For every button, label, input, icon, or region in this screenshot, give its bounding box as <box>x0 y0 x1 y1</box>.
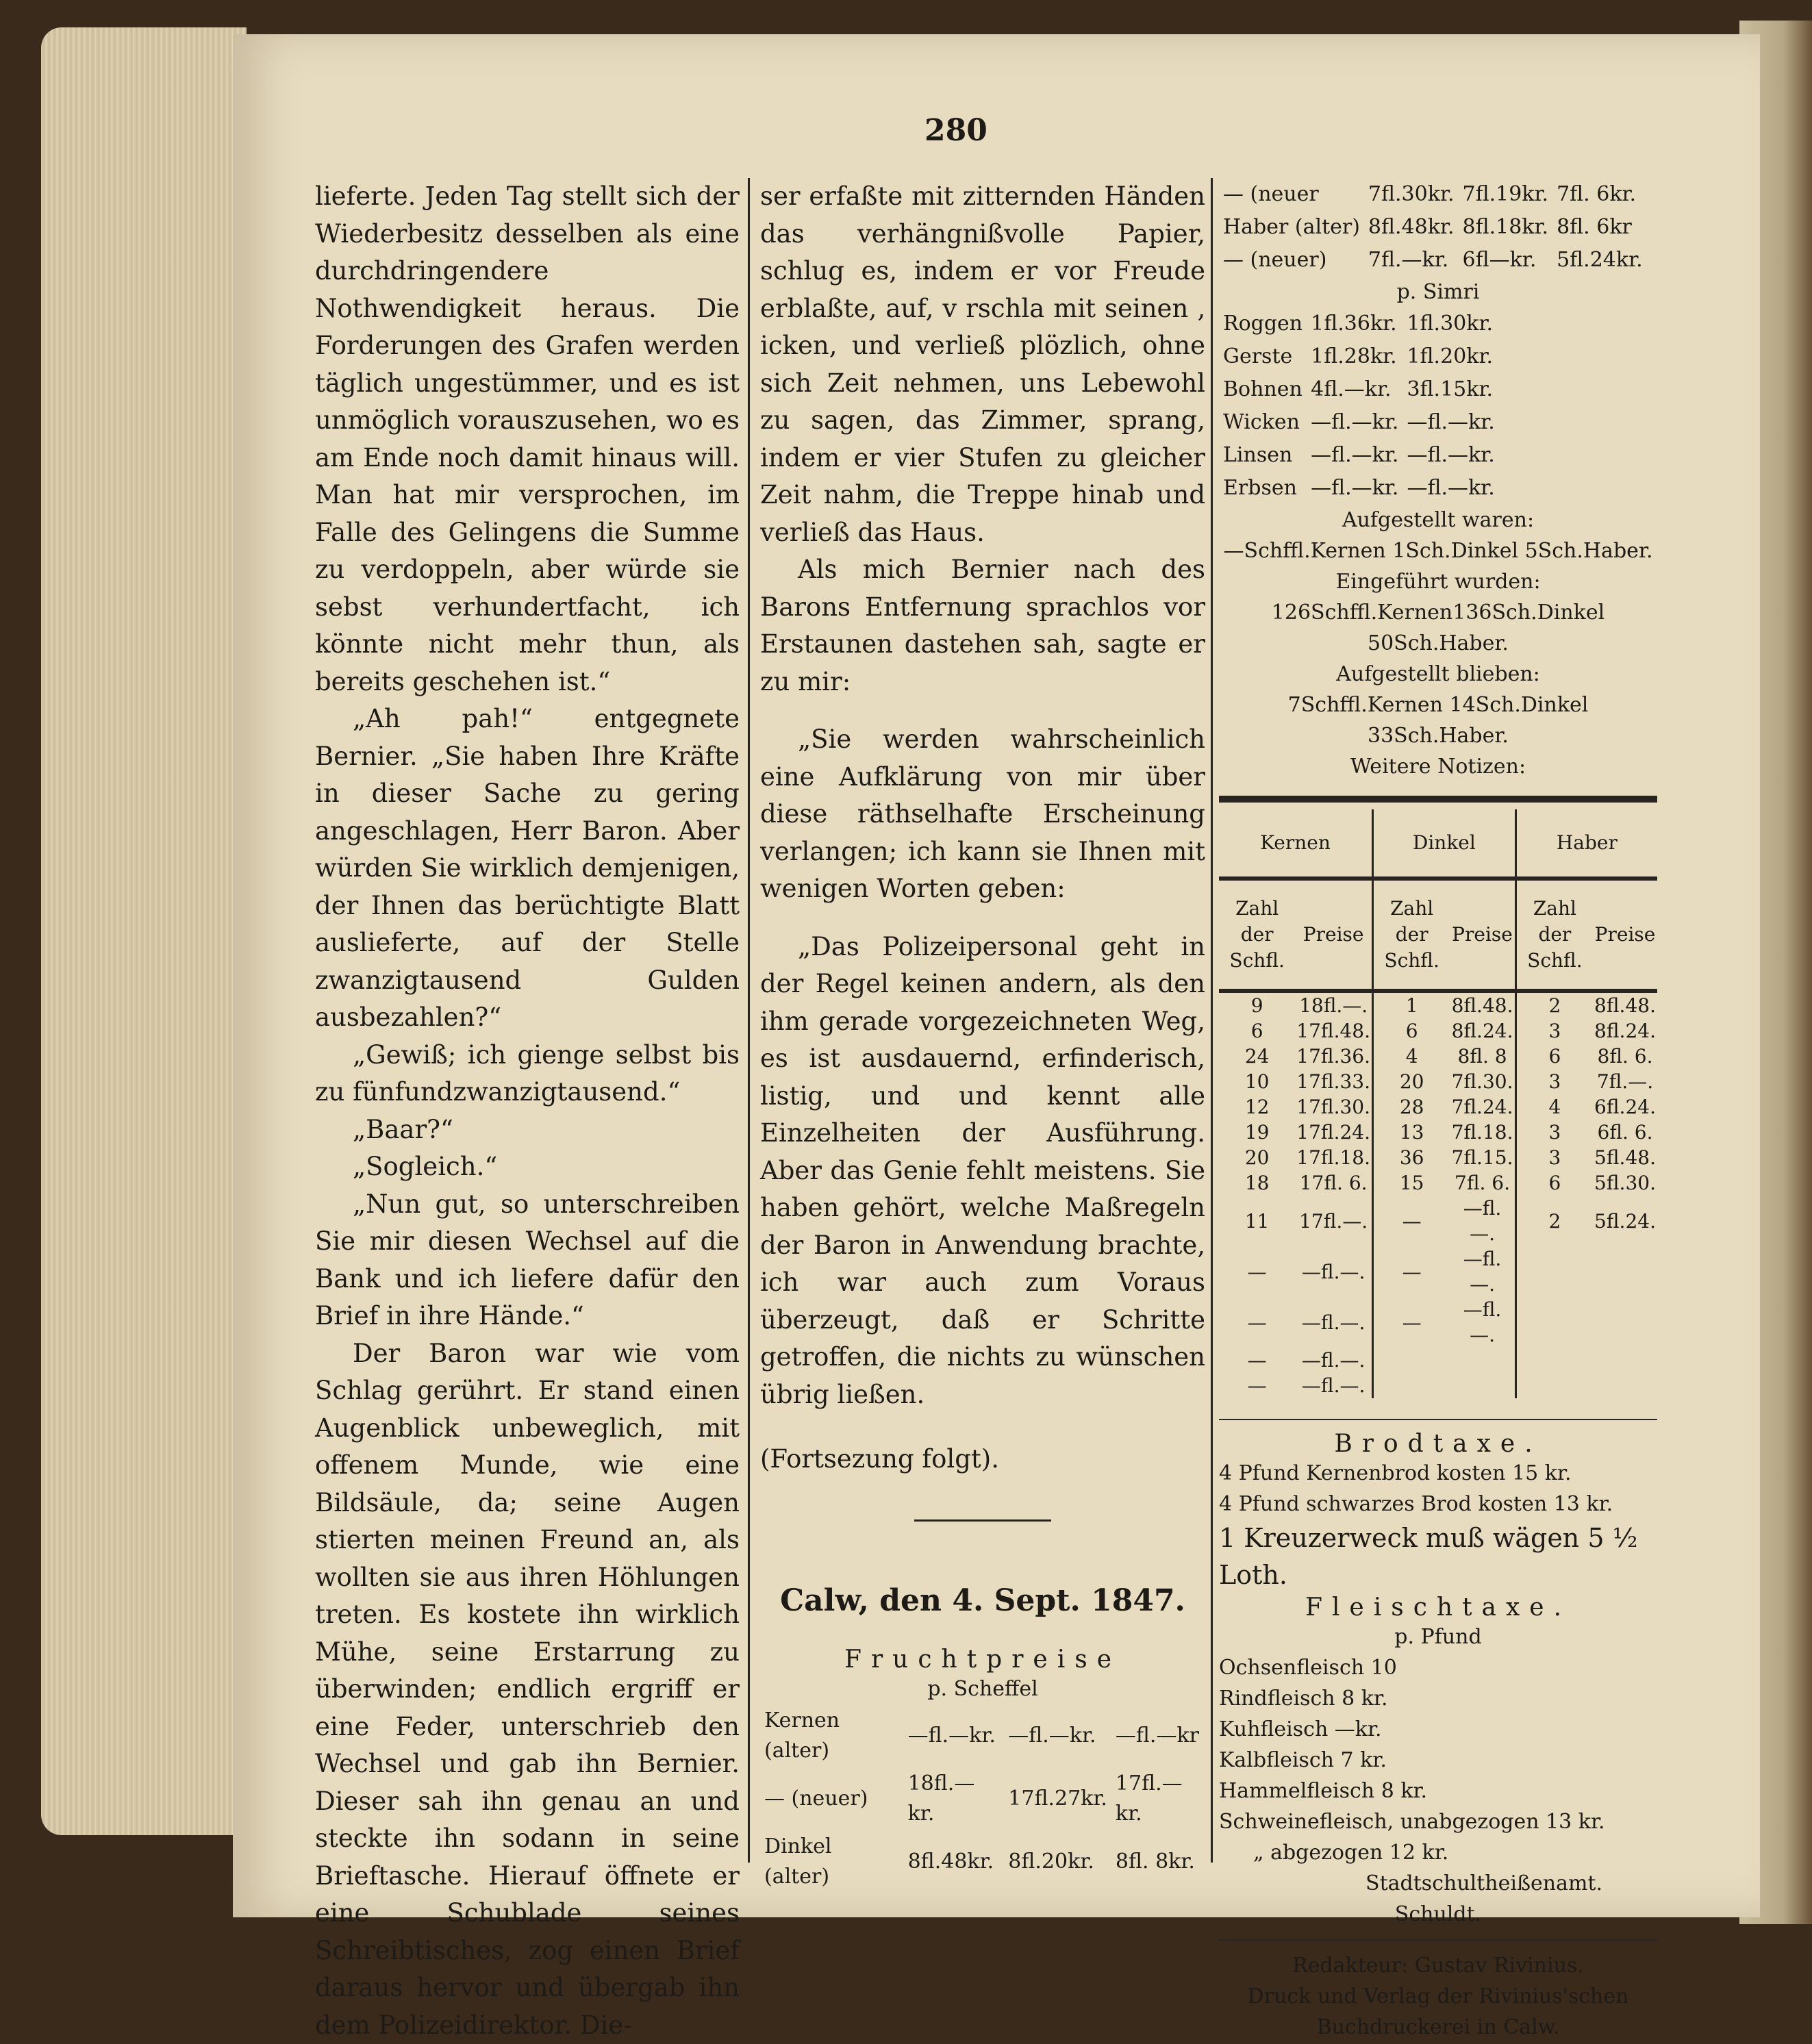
paragraph: „Das Polizeipersonal geht in der Regel keinen andern, als den ihm gerade vorgezeichneten Weg, es ist ausdauernd, erfinderisch, listig, und und kennt alle Einzelheiten der Ausführung. Aber das Genie fehlt meistens. Sie haben gehört, welche Maßregeln der Baron in Anwendung brachte, ich war auch zum Voraus überzeugt, daß er Schritte getroffen, die nichts zu wünschen übrig ließen. <box>760 929 1205 1414</box>
count-cell: 3 <box>1515 1145 1593 1170</box>
eingefuehrt-label: Eingeführt wurden: <box>1219 566 1657 597</box>
price-high: —fl.—kr. <box>1307 439 1402 472</box>
count-cell: 19 <box>1219 1120 1295 1145</box>
brodtaxe-line: 4 Pfund schwarzes Brod kosten 13 kr. <box>1219 1489 1657 1519</box>
price-mid: 8fl.20kr. <box>1004 1830 1111 1893</box>
price-cell: —fl.—. <box>1450 1246 1515 1297</box>
table-row <box>1219 244 1647 277</box>
count-cell: 2 <box>1515 991 1593 1018</box>
meat-price: Kalbfleisch 7 kr. <box>1219 1745 1657 1776</box>
grain-label: Erbsen <box>1219 472 1307 505</box>
price-cell <box>1593 1297 1657 1348</box>
price-cell: 17fl.30. <box>1295 1094 1372 1120</box>
price-high: 1fl.28kr. <box>1307 340 1402 373</box>
count-cell: 4 <box>1515 1094 1593 1120</box>
price-cell: 8fl.24. <box>1593 1018 1657 1044</box>
price-high: —fl.—kr. <box>1307 472 1402 505</box>
table-row <box>1219 1145 1657 1170</box>
price-cell: 17fl.33. <box>1295 1069 1372 1094</box>
table-row <box>760 1767 1205 1830</box>
price-cell: 8fl. 8 <box>1450 1044 1515 1069</box>
header-dinkel: Dinkel <box>1373 809 1516 879</box>
simri-table <box>1219 307 1499 505</box>
count-cell: 11 <box>1219 1196 1295 1246</box>
price-low: 8fl. 6kr <box>1552 211 1647 244</box>
table-row <box>1219 1246 1657 1297</box>
price-cell: 8fl. 6. <box>1593 1044 1657 1069</box>
count-cell <box>1373 1348 1450 1373</box>
price-high: 8fl.48kr. <box>904 1830 1005 1893</box>
price-cell: 17fl.36. <box>1295 1044 1372 1069</box>
price-mid: 17fl.27kr. <box>1004 1767 1111 1830</box>
grain-sales-body <box>1219 991 1657 1398</box>
table-row <box>1219 1297 1657 1348</box>
count-cell: 6 <box>1515 1170 1593 1196</box>
price-cell <box>1450 1348 1515 1373</box>
thin-rule <box>1219 1419 1657 1420</box>
table-row <box>1219 1196 1657 1246</box>
price-cell: 7fl. 6. <box>1450 1170 1515 1196</box>
fruchtpreise-continued <box>1219 178 1647 277</box>
price-cell: 7fl.—. <box>1593 1069 1657 1094</box>
count-cell <box>1515 1246 1593 1297</box>
count-cell: 20 <box>1373 1069 1450 1094</box>
price-cell: 17fl.24. <box>1295 1120 1372 1145</box>
meat-price: Rindfleisch 8 kr. <box>1219 1683 1657 1714</box>
paragraph: lieferte. Jeden Tag stellt sich der Wiederbesitz desselben als eine durchdringendere Nothwendigkeit heraus. Die Forderungen des Grafen werden täglich ungestümmer, und es ist unmöglich vorauszusehen, wo es am Ende noch damit hinaus will. Man hat mir versprochen, im Falle des Gelingens die Summe zu verdoppeln, aber würde sie sebst verhundertfacht, ich könnte nicht mehr thun, als bereits geschehen ist.“ <box>315 178 740 701</box>
fruchtpreise-title: Fruchtpreise <box>760 1645 1205 1674</box>
header-zahl: Zahl der Schfl. <box>1515 879 1593 991</box>
grain-label: — (neuer <box>1219 178 1364 211</box>
price-cell: 17fl. 6. <box>1295 1170 1372 1196</box>
count-cell <box>1373 1373 1450 1398</box>
count-cell: — <box>1373 1246 1450 1297</box>
count-cell: 6 <box>1515 1044 1593 1069</box>
count-cell: 6 <box>1373 1018 1450 1044</box>
price-cell <box>1593 1348 1657 1373</box>
price-cell: 17fl.18. <box>1295 1145 1372 1170</box>
paragraph: „Gewiß; ich gienge selbst bis zu fünfundzwanzigtausend.“ <box>315 1037 740 1111</box>
price-cell: —fl.—. <box>1450 1297 1515 1348</box>
meat-price: Ochsenfleisch 10 <box>1219 1652 1657 1683</box>
count-cell: 18 <box>1219 1170 1295 1196</box>
header-preise: Preise <box>1450 879 1515 991</box>
count-cell: 6 <box>1219 1018 1295 1044</box>
count-cell: 10 <box>1219 1069 1295 1094</box>
price-low: 5fl.24kr. <box>1552 244 1647 277</box>
thin-rule <box>1219 1939 1657 1941</box>
count-cell: 15 <box>1373 1170 1450 1196</box>
paragraph: „Baar?“ <box>315 1111 740 1149</box>
aufgestellt-label: Aufgestellt waren: <box>1219 505 1657 535</box>
price-low: —fl.—kr <box>1111 1704 1205 1767</box>
price-low: 7fl. 6kr. <box>1552 178 1647 211</box>
price-low: 1fl.20kr. <box>1402 340 1498 373</box>
count-cell: 1 <box>1373 991 1450 1018</box>
unit-pfund: p. Pfund <box>1219 1622 1657 1652</box>
fruchtpreise-table <box>760 1704 1205 1893</box>
column-rule-2 <box>1211 178 1213 1863</box>
price-cell <box>1593 1373 1657 1398</box>
paragraph: „Sie werden wahrscheinlich eine Aufklärung von mir über diese räthselhafte Erscheinung verlangen; ich kann sie Ihnen mit wenigen Worten geben: <box>760 721 1205 908</box>
grain-label: Kernen (alter) <box>760 1704 904 1767</box>
unit-scheffel: p. Scheffel <box>760 1674 1205 1704</box>
meat-price: Kuhfleisch —kr. <box>1219 1714 1657 1745</box>
price-cell: 6fl.24. <box>1593 1094 1657 1120</box>
price-cell: 8fl.48. <box>1593 991 1657 1018</box>
count-cell: 3 <box>1515 1120 1593 1145</box>
table-row <box>1219 1348 1657 1373</box>
price-high: 8fl.48kr. <box>1364 211 1459 244</box>
price-high: 4fl.—kr. <box>1307 373 1402 406</box>
table-header-row <box>1219 809 1657 879</box>
issuing-office: Stadtschultheißenamt. <box>1219 1868 1657 1899</box>
price-cell: —fl.—. <box>1295 1373 1372 1398</box>
aufgestellt-values: —Schffl.Kernen 1Sch.Dinkel 5Sch.Haber. <box>1219 535 1657 566</box>
table-row <box>760 1830 1205 1893</box>
price-low: 3fl.15kr. <box>1402 373 1498 406</box>
paragraph: „Ah pah!“ entgegnete Bernier. „Sie haben Ihre Kräfte in dieser Sache zu gering angeschlagen, Herr Baron. Aber würden Sie wirklich demjenigen, der Ihnen das berüchtigte Blatt auslieferte, auf der Stelle zwanzigtausend Gulden ausbezahlen?“ <box>315 701 740 1037</box>
table-row <box>1219 1094 1657 1120</box>
table-row <box>1219 1373 1657 1398</box>
price-mid: 8fl.18kr. <box>1459 211 1553 244</box>
grain-label: Bohnen <box>1219 373 1307 406</box>
count-cell: — <box>1219 1246 1295 1297</box>
notizen-label: Weitere Notizen: <box>1219 751 1657 782</box>
grain-sales-table <box>1219 809 1657 1398</box>
price-mid: —fl.—kr. <box>1004 1704 1111 1767</box>
header-haber: Haber <box>1515 809 1657 879</box>
brodtaxe-title: Brodtaxe. <box>1219 1430 1657 1458</box>
header-preise: Preise <box>1295 879 1372 991</box>
price-cell: —fl.—. <box>1295 1297 1372 1348</box>
table-row <box>1219 307 1499 340</box>
grain-label: Linsen <box>1219 439 1307 472</box>
price-mid: 6fl—kr. <box>1459 244 1553 277</box>
count-cell: — <box>1219 1348 1295 1373</box>
table-row <box>1219 1120 1657 1145</box>
fleischtaxe-title: Fleischtaxe. <box>1219 1593 1657 1622</box>
price-cell: —fl.—. <box>1295 1246 1372 1297</box>
count-cell: 24 <box>1219 1044 1295 1069</box>
geblieben-values: 7Schffl.Kernen 14Sch.Dinkel 33Sch.Haber. <box>1219 690 1657 751</box>
price-cell: 7fl.30. <box>1450 1069 1515 1094</box>
price-high: 7fl.30kr. <box>1364 178 1459 211</box>
count-cell: 2 <box>1515 1196 1593 1246</box>
meat-price: Hammelfleisch 8 kr. <box>1219 1776 1657 1806</box>
header-preise: Preise <box>1593 879 1657 991</box>
paragraph: „Nun gut, so unterschreiben Sie mir diesen Wechsel auf die Bank und ich liefere dafür den Brief in ihre Hände.“ <box>315 1186 740 1335</box>
table-row <box>1219 211 1647 244</box>
price-cell: 7fl.24. <box>1450 1094 1515 1120</box>
story-column-2 <box>760 178 1205 1893</box>
continuation-note: (Fortsezung folgt). <box>760 1441 1205 1478</box>
table-row <box>1219 373 1499 406</box>
page-number: 280 <box>924 113 987 148</box>
table-row <box>1219 1018 1657 1044</box>
header-kernen: Kernen <box>1219 809 1373 879</box>
price-cell: 7fl.18. <box>1450 1120 1515 1145</box>
table-row <box>1219 1069 1657 1094</box>
table-row <box>760 1704 1205 1767</box>
price-low: 8fl. 8kr. <box>1111 1830 1205 1893</box>
redakteur: Redakteur: Gustav Rivinius. <box>1219 1950 1657 1981</box>
count-cell: 9 <box>1219 991 1295 1018</box>
paragraph: Als mich Bernier nach des Barons Entfernung sprachlos vor Erstaunen dastehen sah, sagte er zu mir: <box>760 551 1205 701</box>
thick-rule <box>1219 796 1657 803</box>
druck-verlag: Druck und Verlag der Rivinius'schen Buchdruckerei in Calw. <box>1219 1981 1657 2043</box>
table-subheader-row <box>1219 879 1657 991</box>
grain-label: Haber (alter) <box>1219 211 1364 244</box>
count-cell: 20 <box>1219 1145 1295 1170</box>
market-column <box>1219 178 1657 2043</box>
table-row <box>1219 472 1499 505</box>
price-high: —fl.—kr. <box>1307 406 1402 439</box>
price-low: 1fl.30kr. <box>1402 307 1498 340</box>
count-cell: 13 <box>1373 1120 1450 1145</box>
signature: Schuldt. <box>1219 1899 1657 1930</box>
book-page-edges <box>41 27 247 1835</box>
meat-price: „ abgezogen 12 kr. <box>1219 1837 1657 1868</box>
table-row <box>1219 178 1647 211</box>
grain-label: Gerste <box>1219 340 1307 373</box>
price-cell: —fl.—. <box>1295 1348 1372 1373</box>
table-row <box>1219 439 1499 472</box>
paragraph: „Sogleich.“ <box>315 1148 740 1186</box>
price-high: —fl.—kr. <box>904 1704 1005 1767</box>
price-cell: 8fl.24. <box>1450 1018 1515 1044</box>
count-cell: — <box>1373 1297 1450 1348</box>
unit-simri: p. Simri <box>1219 277 1657 307</box>
price-mid: 7fl.19kr. <box>1459 178 1553 211</box>
table-row <box>1219 1170 1657 1196</box>
price-cell: 7fl.15. <box>1450 1145 1515 1170</box>
price-cell: 5fl.30. <box>1593 1170 1657 1196</box>
eingefuehrt-values: 126Schffl.Kernen136Sch.Dinkel 50Sch.Haber. <box>1219 597 1657 659</box>
count-cell: 4 <box>1373 1044 1450 1069</box>
paragraph: Der Baron war wie vom Schlag gerührt. Er stand einen Augenblick unbeweglich, mit offenem Munde, wie eine Bildsäule, da; seine Augen stierten meinen Freund an, als wollten sie aus ihren Höhlungen treten. Es kostete ihn wirklich Mühe, seine Erstarrung zu überwinden; endlich ergriff er eine Feder, unterschrieb den Wechsel und gab ihn Bernier. Dieser sah ihn genau an und steckte ihn sodann in seine Brieftasche. Hierauf öffnete er eine Schublade seines Schreibtisches, zog einen Brief daraus hervor und übergab ihn dem Polizeidirektor. Die- <box>315 1335 740 2044</box>
price-cell <box>1593 1246 1657 1297</box>
count-cell: 28 <box>1373 1094 1450 1120</box>
header-zahl: Zahl der Schfl. <box>1219 879 1295 991</box>
paragraph: ser erfaßte mit zitternden Händen das verhängnißvolle Papier, schlug es, indem er vor Freude erblaßte, auf, v rschla mit seinen ‚ icken, und verließ plözlich, ohne sich Zeit nehmen, uns Lebewohl zu sagen, das Zimmer, sprang, indem er vier Stufen zu gleicher Zeit nahm, die Treppe hinab und verließ das Haus. <box>760 178 1205 551</box>
column-rule-1 <box>748 178 750 1863</box>
price-high: 18fl.—kr. <box>904 1767 1005 1830</box>
count-cell: 12 <box>1219 1094 1295 1120</box>
geblieben-label: Aufgestellt blieben: <box>1219 659 1657 690</box>
brodtaxe-line: 4 Pfund Kernenbrod kosten 15 kr. <box>1219 1458 1657 1489</box>
grain-label: — (neuer) <box>760 1767 904 1830</box>
price-cell: 6fl. 6. <box>1593 1120 1657 1145</box>
price-cell <box>1450 1373 1515 1398</box>
price-low: —fl.—kr. <box>1402 406 1498 439</box>
price-cell: —fl.—. <box>1450 1196 1515 1246</box>
price-low: —fl.—kr. <box>1402 472 1498 505</box>
count-cell: 36 <box>1373 1145 1450 1170</box>
price-cell: 5fl.24. <box>1593 1196 1657 1246</box>
grain-label: Wicken <box>1219 406 1307 439</box>
grain-label: Roggen <box>1219 307 1307 340</box>
meat-price: Schweinefleisch, unabgezogen 13 kr. <box>1219 1806 1657 1837</box>
price-low: 17fl.—kr. <box>1111 1767 1205 1830</box>
count-cell: — <box>1219 1297 1295 1348</box>
count-cell: 3 <box>1515 1018 1593 1044</box>
grain-label: — (neuer) <box>1219 244 1364 277</box>
kreuzerweck-line: 1 Kreuzerweck muß wägen 5 ½ Loth. <box>1219 1519 1657 1593</box>
price-cell: 17fl.48. <box>1295 1018 1372 1044</box>
count-cell <box>1515 1373 1593 1398</box>
table-row <box>1219 406 1499 439</box>
price-low: —fl.—kr. <box>1402 439 1498 472</box>
grain-label: Dinkel (alter) <box>760 1830 904 1893</box>
price-cell: 5fl.48. <box>1593 1145 1657 1170</box>
price-cell: 17fl.—. <box>1295 1196 1372 1246</box>
section-separator <box>914 1519 1051 1522</box>
count-cell: — <box>1219 1373 1295 1398</box>
dateline: Calw, den 4. Sept. 1847. <box>760 1583 1205 1618</box>
count-cell: 3 <box>1515 1069 1593 1094</box>
table-row <box>1219 1044 1657 1069</box>
table-row <box>1219 991 1657 1018</box>
count-cell <box>1515 1297 1593 1348</box>
newspaper-page <box>233 34 1760 1917</box>
price-high: 7fl.—kr. <box>1364 244 1459 277</box>
price-high: 1fl.36kr. <box>1307 307 1402 340</box>
price-cell: 18fl.—. <box>1295 991 1372 1018</box>
table-row <box>1219 340 1499 373</box>
header-zahl: Zahl der Schfl. <box>1373 879 1450 991</box>
count-cell: — <box>1373 1196 1450 1246</box>
price-cell: 8fl.48. <box>1450 991 1515 1018</box>
count-cell <box>1515 1348 1593 1373</box>
story-column-1 <box>315 178 740 2044</box>
